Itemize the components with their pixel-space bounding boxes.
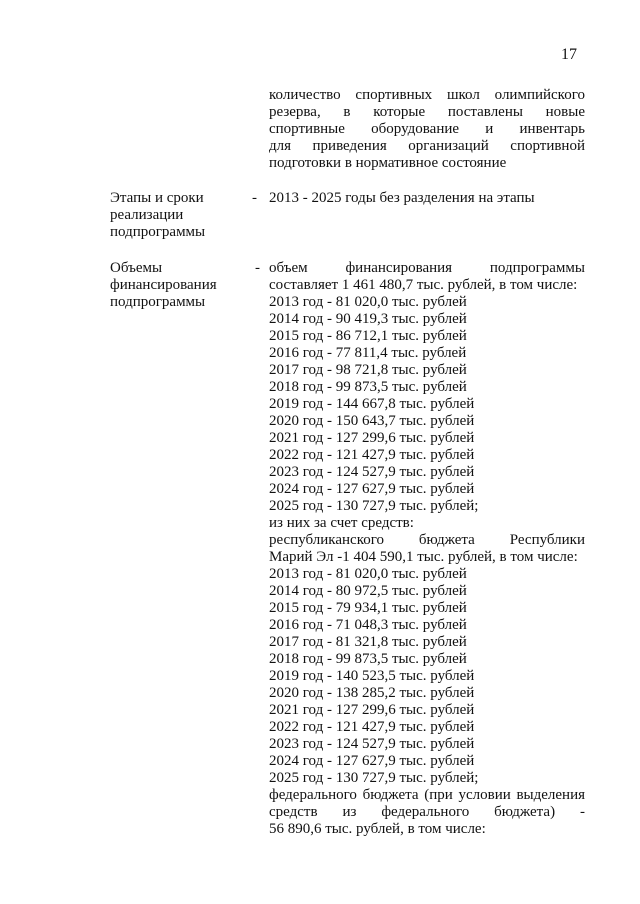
year-amount-line: 2021 год - 127 299,6 тыс. рублей — [269, 430, 475, 446]
year-amount-line: 2025 год - 130 727,9 тыс. рублей; — [269, 498, 479, 514]
year-amount-line: 2023 год - 124 527,9 тыс. рублей — [269, 464, 475, 480]
year-amount-line: 2021 год - 127 299,6 тыс. рублей — [269, 702, 475, 718]
republic-years-list — [269, 566, 585, 787]
year-amount-line: 2024 год - 127 627,9 тыс. рублей — [269, 753, 475, 769]
intro-line: количество спортивных школ олимпийского — [269, 87, 585, 103]
year-amount-line: 2017 год - 81 321,8 тыс. рублей — [269, 634, 467, 650]
federal-budget-line: 56 890,6 тыс. рублей, в том числе: — [269, 821, 486, 837]
year-amount-line: 2018 год - 99 873,5 тыс. рублей — [269, 379, 467, 395]
year-amount-line: 2024 год - 127 627,9 тыс. рублей — [269, 481, 475, 497]
year-amount-line: 2016 год - 77 811,4 тыс. рублей — [269, 345, 467, 361]
funding-dash: - — [255, 260, 260, 276]
republic-budget-line: Марий Эл -1 404 590,1 тыс. рублей, в том числе: — [269, 549, 578, 565]
funding-total-line: объем финансирования подпрограммы — [269, 260, 585, 276]
sources-intro: из них за счет средств: — [269, 515, 414, 531]
total-years-list — [269, 294, 585, 515]
federal-budget-line: федерального бюджета (при условии выделения — [269, 787, 585, 803]
year-amount-line: 2025 год - 130 727,9 тыс. рублей; — [269, 770, 479, 786]
page-number: 17 — [561, 46, 577, 63]
year-amount-line: 2016 год - 71 048,3 тыс. рублей — [269, 617, 467, 633]
stages-label: Этапы и сроки реализации подпрограммы — [110, 190, 206, 240]
intro-line: спортивные оборудование и инвентарь — [269, 121, 585, 137]
stages-dash: - — [252, 190, 257, 206]
year-amount-line: 2017 год - 98 721,8 тыс. рублей — [269, 362, 467, 378]
funding-label: Объемы финансирования подпрограммы — [110, 260, 217, 310]
intro-paragraph — [269, 87, 585, 172]
year-amount-line: 2019 год - 144 667,8 тыс. рублей — [269, 396, 475, 412]
year-amount-line: 2015 год - 86 712,1 тыс. рублей — [269, 328, 467, 344]
year-amount-line: 2020 год - 150 643,7 тыс. рублей — [269, 413, 475, 429]
year-amount-line: 2020 год - 138 285,2 тыс. рублей — [269, 685, 475, 701]
year-amount-line: 2023 год - 124 527,9 тыс. рублей — [269, 736, 475, 752]
intro-line: подготовки в нормативное состояние — [269, 155, 507, 171]
intro-line: для приведения организаций спортивной — [269, 138, 585, 154]
stages-value: 2013 - 2025 годы без разделения на этапы — [269, 190, 535, 206]
republic-budget-line: республиканского бюджета Республики — [269, 532, 585, 548]
year-amount-line: 2015 год - 79 934,1 тыс. рублей — [269, 600, 467, 616]
year-amount-line: 2022 год - 121 427,9 тыс. рублей — [269, 719, 475, 735]
year-amount-line: 2014 год - 80 972,5 тыс. рублей — [269, 583, 467, 599]
year-amount-line: 2013 год - 81 020,0 тыс. рублей — [269, 294, 467, 310]
federal-budget-line: средств из федерального бюджета) - — [269, 804, 585, 820]
intro-line: резерва, в которые поставлены новые — [269, 104, 585, 120]
funding-value — [269, 260, 585, 838]
year-amount-line: 2018 год - 99 873,5 тыс. рублей — [269, 651, 467, 667]
funding-total-line: составляет 1 461 480,7 тыс. рублей, в том числе: — [269, 277, 578, 293]
year-amount-line: 2022 год - 121 427,9 тыс. рублей — [269, 447, 475, 463]
year-amount-line: 2019 год - 140 523,5 тыс. рублей — [269, 668, 475, 684]
year-amount-line: 2013 год - 81 020,0 тыс. рублей — [269, 566, 467, 582]
year-amount-line: 2014 год - 90 419,3 тыс. рублей — [269, 311, 467, 327]
